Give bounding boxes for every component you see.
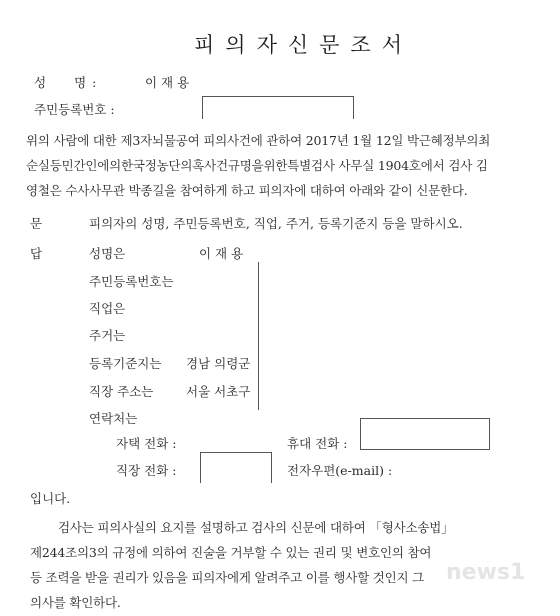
intro-line-2: 순실등민간인에의한국정농단의혹사건규명을위한특별검사 사무실 1904호에서 검사 김 bbox=[26, 158, 488, 173]
home-phone-label: 자택 전화 : bbox=[116, 436, 177, 451]
answer-contact-label: 연락처는 bbox=[89, 411, 138, 426]
question-text: 피의자의 성명, 주민등록번호, 직업, 주거, 등록기준지 등을 말하시오. bbox=[89, 216, 463, 231]
rights-line-3: 등 조력을 받을 권리가 있음을 피의자에게 알려주고 이를 행사할 것인지 그 bbox=[30, 570, 424, 585]
answer-work-address-value: 서울 서초구 bbox=[186, 384, 251, 399]
question-label: 문 bbox=[30, 216, 43, 231]
rights-line-1: 검사는 피의사실의 요지를 설명하고 검사의 신문에 대하여 「형사소송법」 bbox=[58, 520, 454, 535]
answer-work-address-label: 직장 주소는 bbox=[89, 384, 154, 399]
answer-name-label: 성명은 bbox=[89, 246, 126, 261]
answer-address-label: 주거는 bbox=[89, 328, 126, 343]
news1-watermark: news1 bbox=[446, 560, 526, 585]
redacted-details-left-edge bbox=[258, 262, 259, 410]
intro-line-1: 위의 사람에 대한 제3자뇌물공여 피의사건에 관하여 2017년 1월 12일 박근혜정부의최 bbox=[26, 133, 491, 148]
answer-job-label: 직업은 bbox=[89, 301, 126, 316]
answer-registry-value: 경남 의령군 bbox=[186, 356, 251, 371]
name-value: 이 재 용 bbox=[145, 75, 190, 90]
redacted-resident-number bbox=[202, 96, 354, 119]
answer-registry-label: 등록기준지는 bbox=[89, 356, 162, 371]
document-title: 피의자신문조서 bbox=[194, 33, 414, 57]
intro-line-3: 영철은 수사사무관 박종길을 참여하게 하고 피의자에 대하여 아래와 같이 신문한다. bbox=[26, 183, 468, 198]
answer-resident-label: 주민등록번호는 bbox=[89, 274, 174, 289]
work-phone-label: 직장 전화 : bbox=[116, 463, 177, 478]
resident-number-label: 주민등록번호 : bbox=[34, 102, 115, 117]
redacted-work-phone bbox=[200, 452, 272, 483]
answer-label: 답 bbox=[30, 246, 43, 261]
mobile-phone-label: 휴대 전화 : bbox=[287, 436, 348, 451]
rights-line-4: 의사를 확인하다. bbox=[30, 595, 121, 610]
closing-text: 입니다. bbox=[30, 491, 71, 506]
name-label: 성 명 : bbox=[34, 75, 98, 90]
rights-line-2: 제244조의3의 규정에 의하여 진술을 거부할 수 있는 권리 및 변호인의 참여 bbox=[30, 545, 432, 560]
email-label: 전자우편(e-mail) : bbox=[287, 463, 393, 478]
answer-name-value: 이 재 용 bbox=[199, 246, 244, 261]
redacted-mobile-phone bbox=[360, 418, 490, 450]
